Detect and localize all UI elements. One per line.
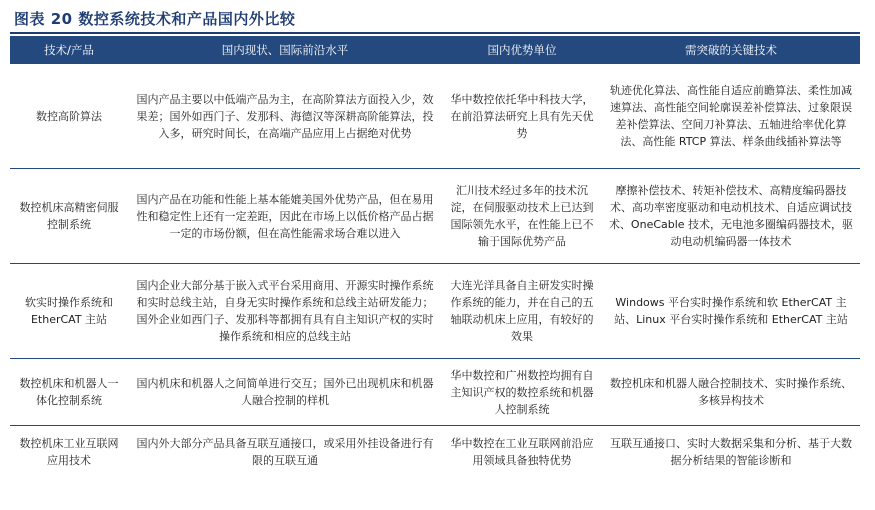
cell-key-tech: 互联互通接口、实时大数据采集和分析、基于大数据分析结果的智能诊断和 bbox=[610, 437, 852, 467]
cell-status: 国内产品在功能和性能上基本能媲美国外优势产品，但在易用性和稳定性上还有一定差距，因此在市场上以低价格产品占据一定的市场份额，但在高性能需求场合难以进入 bbox=[128, 169, 442, 264]
table-row bbox=[10, 359, 860, 426]
cell-tech: 数控高阶算法 bbox=[10, 64, 128, 169]
header-key-technologies: 需突破的关键技术 bbox=[602, 36, 860, 64]
table-row bbox=[10, 264, 860, 359]
cell-key-tech: 轨迹优化算法、高性能自适应前瞻算法、柔性加减速算法、高性能空间轮廓误差补偿算法、过象限误差补偿算法、空间刀补算法、五轴进给率优化算法、高性能 RTCP 算法、样条曲线插补算法等 bbox=[602, 64, 860, 169]
cell-status: 国内机床和机器人之间简单进行交互；国外已出现机床和机器人融合控制的样机 bbox=[128, 359, 442, 426]
header-row bbox=[10, 36, 860, 64]
header-domestic-status: 国内现状、国际前沿水平 bbox=[128, 36, 442, 64]
figure-title: 图表 20 数控系统技术和产品国内外比较 bbox=[14, 10, 296, 28]
header-tech-product: 技术/产品 bbox=[10, 36, 128, 64]
table-row bbox=[10, 169, 860, 264]
cell-leaders: 汇川技术经过多年的技术沉淀，在伺服驱动技术上已达到国际领先水平，在性能上已不输于国际优势产品 bbox=[442, 169, 602, 264]
cell-leaders: 华中数控依托华中科技大学，在前沿算法研究上具有先天优势 bbox=[442, 64, 602, 169]
cell-status: 国内外大部分产品具备互联互通接口，或采用外挂设备进行有限的互联互通 bbox=[136, 437, 434, 467]
header-domestic-leaders: 国内优势单位 bbox=[442, 36, 602, 64]
title-rule bbox=[10, 32, 860, 34]
table-row bbox=[10, 426, 860, 479]
cell-key-tech: 数控机床和机器人融合控制技术、实时操作系统、多核异构技术 bbox=[602, 359, 860, 426]
cell-leaders: 华中数控在工业互联网前沿应用领域具备独特优势 bbox=[450, 437, 594, 467]
cell-tech: 数控机床工业互联网应用技术 bbox=[19, 437, 119, 467]
cell-tech: 软实时操作系统和 EtherCAT 主站 bbox=[10, 264, 128, 359]
cell-key-tech: Windows 平台实时操作系统和软 EtherCAT 主站、Linux 平台实时操作系统和 EtherCAT 主站 bbox=[602, 264, 860, 359]
cell-status: 国内企业大部分基于嵌入式平台采用商用、开源实时操作系统和实时总线主站，自身无实时操作系统和总线主站研发能力；国外企业如西门子、发那科等都拥有具有自主知识产权的实时操作系统和相应的总线主站 bbox=[128, 264, 442, 359]
cell-key-tech: 摩擦补偿技术、转矩补偿技术、高精度编码器技术、高功率密度驱动和电动机技术、自适应调试技术、OneCable 技术，无电池多圈编码器技术，驱动电动机编码器一体技术 bbox=[602, 169, 860, 264]
cell-tech: 数控机床和机器人一体化控制系统 bbox=[10, 359, 128, 426]
cell-tech: 数控机床高精密伺服控制系统 bbox=[10, 169, 128, 264]
cell-leaders: 大连光洋具备自主研发实时操作系统的能力，并在自己的五轴联动机床上应用，有较好的效果 bbox=[442, 264, 602, 359]
cell-status: 国内产品主要以中低端产品为主，在高阶算法方面投入少，效果差；国外如西门子、发那科、海德汉等深耕高阶能算法，投入多，研究时间长，在高端产品应用上占据绝对优势 bbox=[128, 64, 442, 169]
comparison-table bbox=[10, 36, 860, 478]
table-row bbox=[10, 64, 860, 169]
cell-leaders: 华中数控和广州数控均拥有自主知识产权的数控系统和机器人控制系统 bbox=[442, 359, 602, 426]
